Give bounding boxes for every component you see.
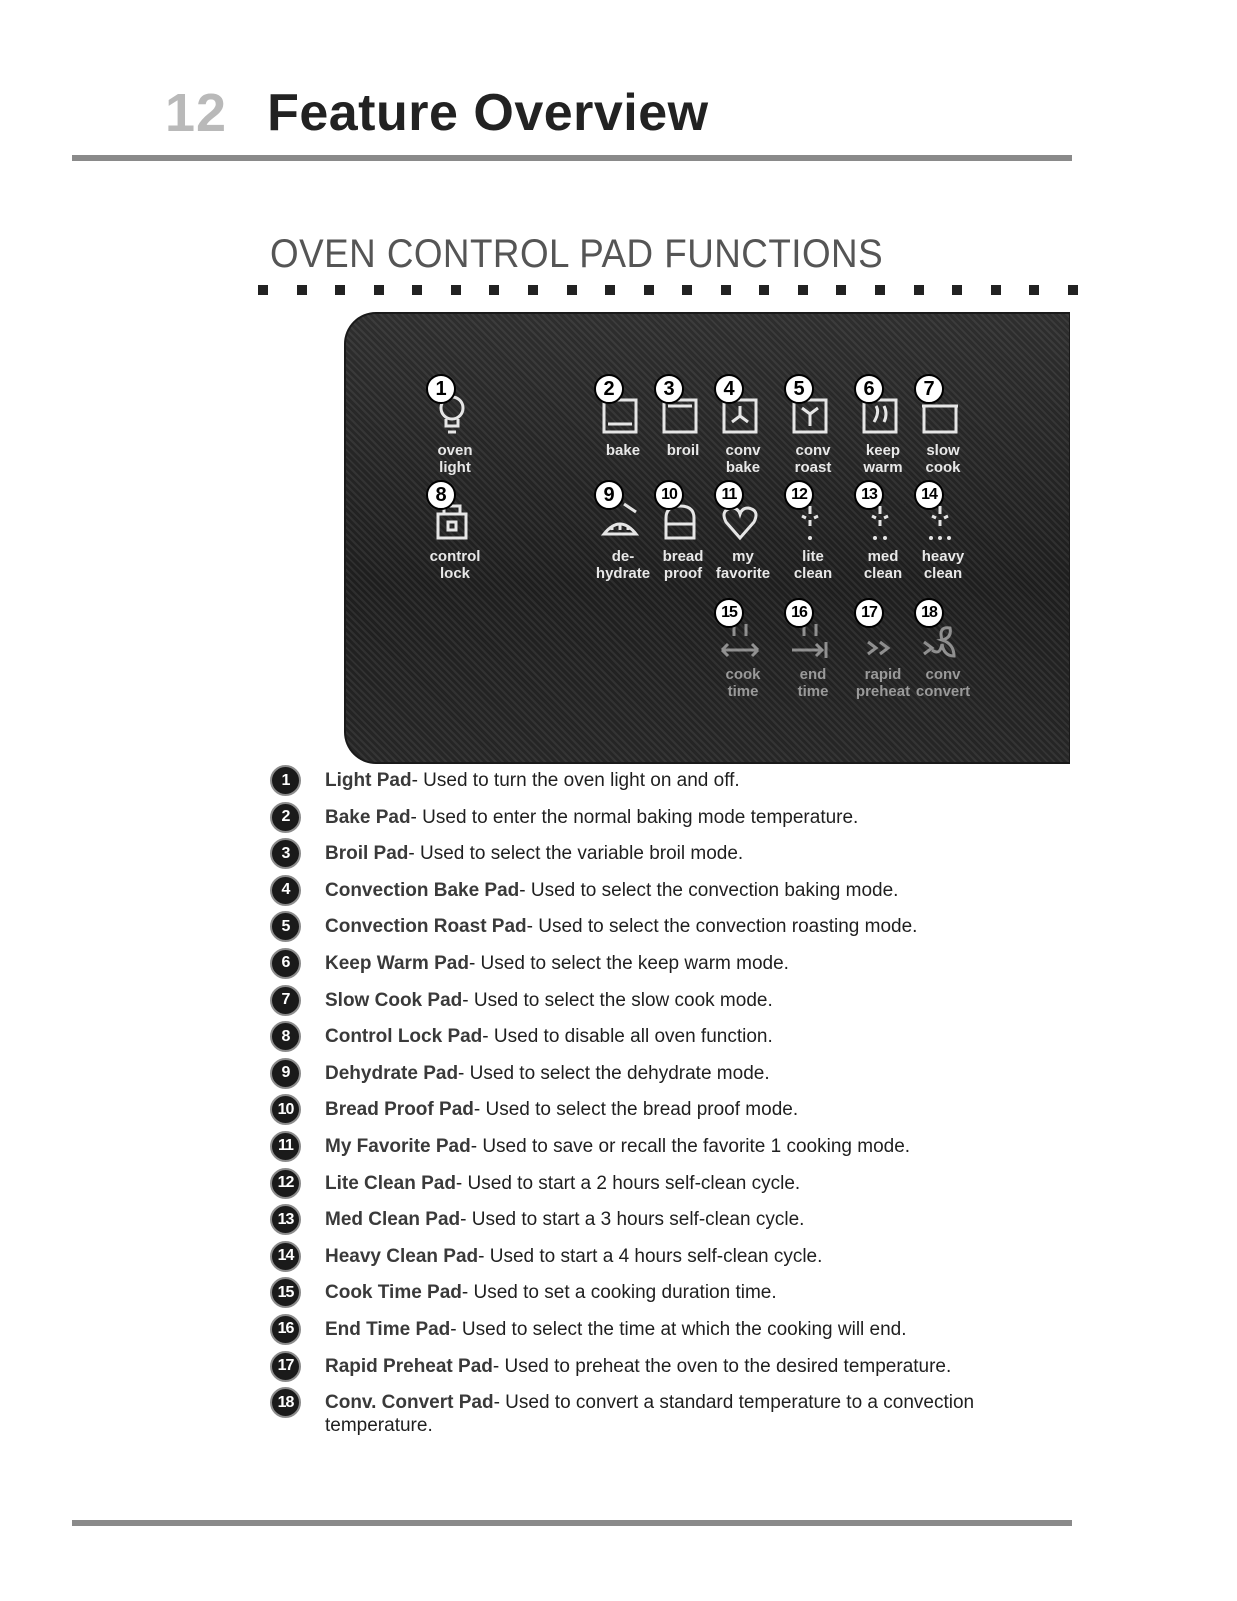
- pad-name: Bake Pad: [325, 806, 411, 828]
- pad-desc: - Used to enter the normal baking mode temperature.: [410, 806, 859, 828]
- pad-number-badge: 4: [714, 374, 744, 404]
- divider-dot: [412, 285, 422, 295]
- list-item: [270, 985, 1060, 1022]
- number-bullet: 5: [270, 911, 301, 942]
- pad-name: Lite Clean Pad: [325, 1172, 456, 1194]
- pad-name: End Time Pad: [325, 1318, 451, 1340]
- list-item: [270, 1131, 1060, 1168]
- item-description: [325, 765, 740, 792]
- pad-number-badge: 18: [914, 598, 944, 628]
- pad-number-badge: 13: [854, 480, 884, 510]
- divider-dot: [605, 285, 615, 295]
- item-description: [325, 1058, 770, 1085]
- pad-number-badge: 1: [426, 374, 456, 404]
- pad-name: Dehydrate Pad: [325, 1062, 459, 1084]
- pad-number-badge: 11: [714, 480, 744, 510]
- pad-number-badge: 8: [426, 480, 456, 510]
- list-item: [270, 802, 1060, 839]
- pad-number-badge: 12: [784, 480, 814, 510]
- pad-desc: - Used to select the time at which the cooking will end.: [450, 1318, 907, 1340]
- pad-desc: - Used to preheat the oven to the desired temperature.: [492, 1355, 952, 1377]
- divider-dot: [489, 285, 499, 295]
- page-number: 12: [165, 83, 228, 143]
- number-bullet: 18: [270, 1387, 301, 1418]
- item-description: [325, 1168, 800, 1195]
- number-bullet: 6: [270, 948, 301, 979]
- pad-desc: - Used to disable all oven function.: [482, 1026, 773, 1048]
- section-title: OVEN CONTROL PAD FUNCTIONS: [270, 232, 884, 276]
- pad-name: Control Lock Pad: [325, 1026, 483, 1048]
- pad-name: Bread Proof Pad: [325, 1099, 474, 1121]
- oven-control-panel: [344, 312, 1070, 764]
- item-description: [325, 1094, 798, 1121]
- pad-desc: - Used to set a cooking duration time.: [461, 1282, 777, 1304]
- pad-number-badge: 10: [654, 480, 684, 510]
- number-bullet: 13: [270, 1204, 301, 1235]
- pad-number-badge: 15: [714, 598, 744, 628]
- pad-label: my favorite: [715, 548, 771, 582]
- list-item: [270, 1314, 1060, 1351]
- item-description: [325, 875, 898, 902]
- pad-desc: - Used to turn the oven light on and off.: [411, 770, 740, 791]
- item-description: [325, 1021, 773, 1048]
- item-description: [325, 1277, 777, 1304]
- divider-dot: [798, 285, 808, 295]
- number-bullet: 14: [270, 1241, 301, 1272]
- number-bullet: 16: [270, 1314, 301, 1345]
- pad-number-badge: 16: [784, 598, 814, 628]
- pad-label: med clean: [863, 548, 903, 582]
- page-title: Feature Overview: [267, 84, 709, 142]
- pad-desc: - Used to start a 2 hours self-clean cycle.: [455, 1172, 801, 1194]
- pad-label: rapid preheat: [855, 666, 911, 700]
- divider-dot: [682, 285, 692, 295]
- item-description: [325, 802, 858, 829]
- divider-dot: [875, 285, 885, 295]
- pad-desc: - Used to convert a standard temperature to a convection temperature.: [325, 1392, 975, 1437]
- control-pad[interactable]: [420, 480, 490, 620]
- divider-dot: [759, 285, 769, 295]
- divider-dot: [952, 285, 962, 295]
- number-bullet: 8: [270, 1021, 301, 1052]
- divider-dot: [451, 285, 461, 295]
- number-bullet: 4: [270, 875, 301, 906]
- pad-desc: - Used to select the convection baking mode.: [519, 879, 899, 901]
- pad-name: Heavy Clean Pad: [325, 1245, 479, 1267]
- number-bullet: 1: [270, 765, 301, 796]
- divider-dot: [991, 285, 1001, 295]
- divider-dot: [1068, 285, 1078, 295]
- pad-name: Cook Time Pad: [325, 1282, 462, 1304]
- number-bullet: 7: [270, 985, 301, 1016]
- pad-desc: - Used to select the variable broil mode.: [408, 843, 744, 865]
- list-item: [270, 1351, 1060, 1388]
- list-item: [270, 875, 1060, 912]
- pad-number-badge: 9: [594, 480, 624, 510]
- list-item: [270, 948, 1060, 985]
- control-pad[interactable]: [908, 598, 978, 738]
- pad-name: My Favorite Pad: [325, 1135, 471, 1157]
- pad-label: conv roast: [794, 442, 832, 476]
- pad-name: Broil Pad: [325, 843, 409, 865]
- divider-dot: [1029, 285, 1039, 295]
- divider-dot: [374, 285, 384, 295]
- pad-label: conv bake: [725, 442, 761, 476]
- pad-number-badge: 7: [914, 374, 944, 404]
- list-item: [270, 1094, 1060, 1131]
- pad-label: heavy clean: [921, 548, 965, 582]
- divider-dot: [914, 285, 924, 295]
- pad-number-badge: 5: [784, 374, 814, 404]
- pad-name: Convection Bake Pad: [325, 879, 520, 901]
- page-header: [165, 78, 709, 148]
- list-item: [270, 911, 1060, 948]
- pad-number-badge: 14: [914, 480, 944, 510]
- pad-desc: - Used to start a 4 hours self-clean cycle.: [478, 1245, 823, 1267]
- item-description: [325, 838, 743, 865]
- item-description: [325, 1351, 951, 1378]
- pad-label: bread proof: [662, 548, 704, 582]
- list-item: [270, 1277, 1060, 1314]
- footer-rule: [72, 1520, 1072, 1526]
- pad-name: Light Pad: [325, 770, 412, 791]
- pad-label: end time: [797, 666, 829, 700]
- number-bullet: 3: [270, 838, 301, 869]
- pad-desc: - Used to select the bread proof mode.: [473, 1099, 799, 1121]
- divider-dot: [297, 285, 307, 295]
- pad-desc: - Used to select the dehydrate mode.: [458, 1062, 770, 1084]
- divider-dot: [721, 285, 731, 295]
- pad-label: bake: [605, 442, 641, 459]
- pad-label: de- hydrate: [595, 548, 651, 582]
- pad-label: keep warm: [863, 442, 903, 476]
- pad-name: Convection Roast Pad: [325, 916, 527, 938]
- list-item: [270, 1058, 1060, 1095]
- pad-number-badge: 17: [854, 598, 884, 628]
- pad-label: cook time: [725, 666, 761, 700]
- divider-dot: [836, 285, 846, 295]
- divider-dot: [644, 285, 654, 295]
- number-bullet: 17: [270, 1351, 301, 1382]
- pad-name: Slow Cook Pad: [325, 989, 463, 1011]
- list-item: [270, 1387, 1060, 1437]
- number-bullet: 9: [270, 1058, 301, 1089]
- item-description: [325, 1204, 804, 1231]
- divider-dot: [567, 285, 577, 295]
- pad-desc: - Used to select the convection roasting mode.: [526, 916, 918, 938]
- list-item: [270, 765, 1060, 802]
- list-item: [270, 1204, 1060, 1241]
- section-dot-divider: [258, 285, 1078, 297]
- pad-label: lite clean: [793, 548, 833, 582]
- pad-label: oven light: [437, 442, 473, 476]
- pad-desc: - Used to start a 3 hours self-clean cycle.: [460, 1209, 805, 1231]
- divider-dot: [528, 285, 538, 295]
- item-description: [325, 911, 917, 938]
- pad-name: Keep Warm Pad: [325, 952, 469, 974]
- item-description: [325, 985, 773, 1012]
- pad-label: broil: [666, 442, 700, 459]
- list-item: [270, 1168, 1060, 1205]
- item-description: [325, 1131, 910, 1158]
- pad-label: slow cook: [925, 442, 961, 476]
- item-description: [325, 948, 789, 975]
- divider-dot: [335, 285, 345, 295]
- pad-name: Rapid Preheat Pad: [325, 1355, 493, 1377]
- list-item: [270, 1021, 1060, 1058]
- list-item: [270, 1241, 1060, 1278]
- number-bullet: 15: [270, 1277, 301, 1308]
- pad-desc: - Used to select the slow cook mode.: [462, 989, 773, 1011]
- number-bullet: 12: [270, 1168, 301, 1199]
- pad-name: Conv. Convert Pad: [325, 1392, 494, 1414]
- item-description: [325, 1314, 907, 1341]
- pad-number-badge: 2: [594, 374, 624, 404]
- number-bullet: 10: [270, 1094, 301, 1125]
- pad-function-list: [270, 765, 1060, 1437]
- pad-number-badge: 6: [854, 374, 884, 404]
- pad-desc: - Used to select the keep warm mode.: [468, 952, 789, 974]
- pad-label: conv convert: [915, 666, 971, 700]
- pad-name: Med Clean Pad: [325, 1209, 461, 1231]
- pad-desc: - Used to save or recall the favorite 1 cooking mode.: [470, 1135, 911, 1157]
- header-rule: [72, 155, 1072, 161]
- number-bullet: 11: [270, 1131, 301, 1162]
- pad-label: control lock: [429, 548, 481, 582]
- number-bullet: 2: [270, 802, 301, 833]
- list-item: [270, 838, 1060, 875]
- item-description: [325, 1387, 1060, 1437]
- item-description: [325, 1241, 822, 1268]
- divider-dot: [258, 285, 268, 295]
- pad-number-badge: 3: [654, 374, 684, 404]
